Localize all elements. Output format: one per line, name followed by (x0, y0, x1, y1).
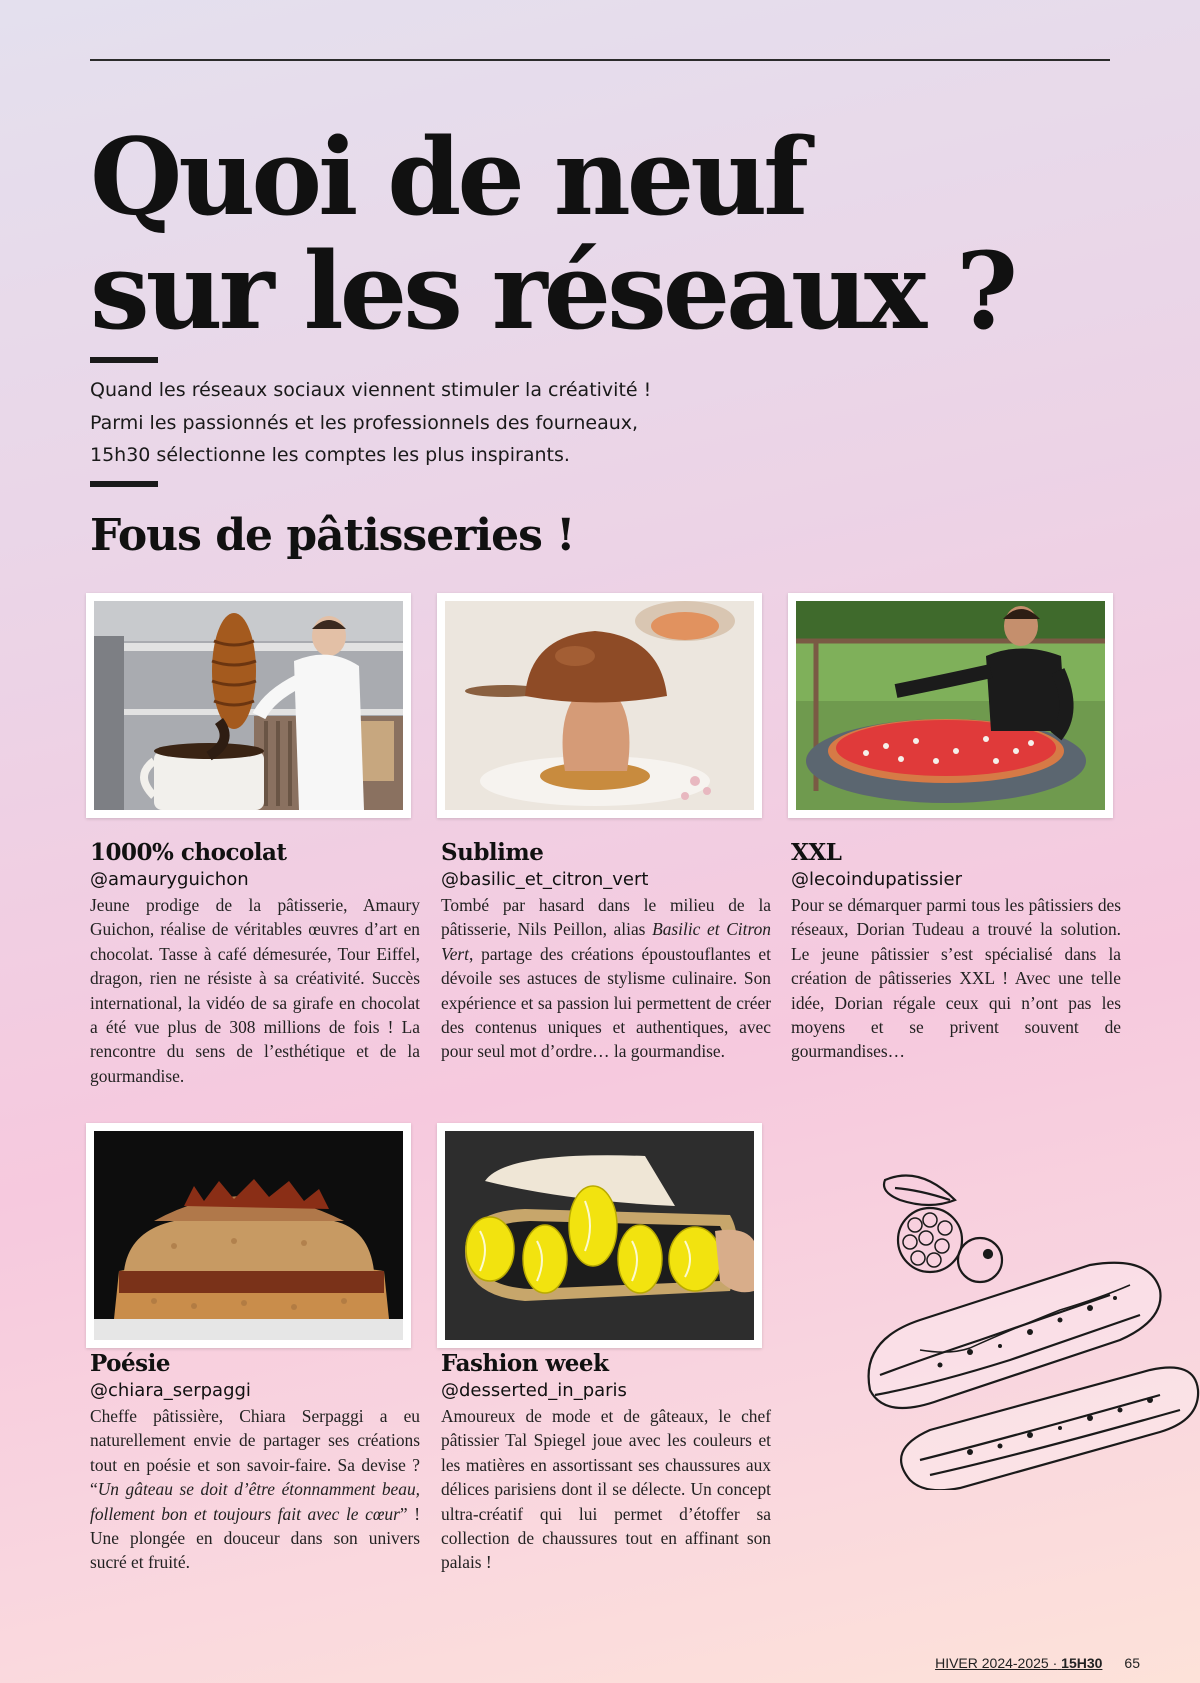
card-xxl (791, 839, 1121, 1064)
eclair-illustration-icon (860, 1170, 1200, 1490)
page-number: 65 (1124, 1655, 1140, 1671)
card-body: Tombé par hasard dans le milieu de la pâtisserie, Nils Peillon, alias Basilic et Citron Vert, partage des créations époustouflantes et dévoile ses astuces de stylisme culinaire. Son expérience et sa passion lui permettent de créer des contenus uniques et authentiques, avec pour seul mot d’ordre… la gourmandise. (441, 895, 771, 1062)
card-body: Cheffe pâtissière, Chiara Serpaggi a eu naturellement envie de partager ses créations tout en poésie et son savoir-faire. Sa devise ? “Un gâteau se doit d’être étonnamment beau, follement bon et toujours fait avec le cœur” ! Une plongée en douceur dans son univers sucré et fruité. (90, 1406, 420, 1573)
card-title: Sublime (441, 839, 544, 866)
photo-yellow-madeleines (437, 1123, 762, 1348)
photo-mushroom-pastry (437, 593, 762, 818)
page-footer (935, 1655, 1140, 1671)
card-sublime (441, 839, 771, 1064)
top-rule (90, 59, 1110, 61)
card-body: Pour se démarquer parmi tous les pâtissiers des réseaux, Dorian Tudeau a trouvé la solution. Le jeune pâtissier s’est spécialisé dans la création de pâtisseries XXL ! Avec une telle idée, Dorian régale ceux qui n’ont pas les moyens et se privent souvent de gourmandises… (791, 895, 1121, 1062)
section-title: Fous de pâtisseries ! (90, 510, 575, 561)
card-title: Fashion week (441, 1350, 609, 1377)
issue-label: HIVER 2024-2025 · 15H30 (935, 1655, 1103, 1671)
card-title: 1000% chocolat (90, 839, 287, 866)
intro-text: Quand les réseaux sociaux viennent stimuler la créativité ! Parmi les passionnés et les professionnels des fourneaux, 15h30 sélectionne les comptes les plus inspirants. (90, 379, 652, 466)
photo-layered-cake (86, 1123, 411, 1348)
instagram-handle[interactable]: @amauryguichon (90, 869, 249, 890)
card-fashion-week (441, 1350, 771, 1575)
intro-rule-top (90, 357, 158, 363)
card-body: Jeune prodige de la pâtisserie, Amaury Guichon, réalise de véritables œuvres d’art en chocolat. Tasse à café démesurée, Tour Eiffel, dragon, rien ne résiste à sa créativité. Succès international, la vidéo de sa girafe en chocolat a été vue plus de 308 millions de fois ! La rencontre du sens de l’esthétique et de la gourmandise. (90, 895, 420, 1086)
photo-giant-strawberry-tart (788, 593, 1113, 818)
card-body: Amoureux de mode et de gâteaux, le chef pâtissier Tal Spiegel joue avec les couleurs et les matières en assortissant ses chaussures aux délices parisiens dont il se délecte. Un concept ultra-créatif qui lui permet d’étoffer sa collection de chaussures tout en affinant son palais ! (441, 1406, 771, 1573)
photo-chocolate-sculpture (86, 593, 411, 818)
page-title: Quoi de neuf sur les réseaux ? (90, 114, 1015, 353)
card-poesie (90, 1350, 420, 1575)
instagram-handle[interactable]: @desserted_in_paris (441, 1380, 627, 1401)
instagram-handle[interactable]: @basilic_et_citron_vert (441, 869, 649, 890)
raspberry-illustration-icon (884, 1176, 1002, 1283)
instagram-handle[interactable]: @chiara_serpaggi (90, 1380, 251, 1401)
card-title: Poésie (90, 1350, 170, 1377)
intro-rule-bottom (90, 481, 158, 487)
card-title: XXL (791, 839, 842, 866)
instagram-handle[interactable]: @lecoindupatissier (791, 869, 962, 890)
card-chocolat (90, 839, 420, 1088)
